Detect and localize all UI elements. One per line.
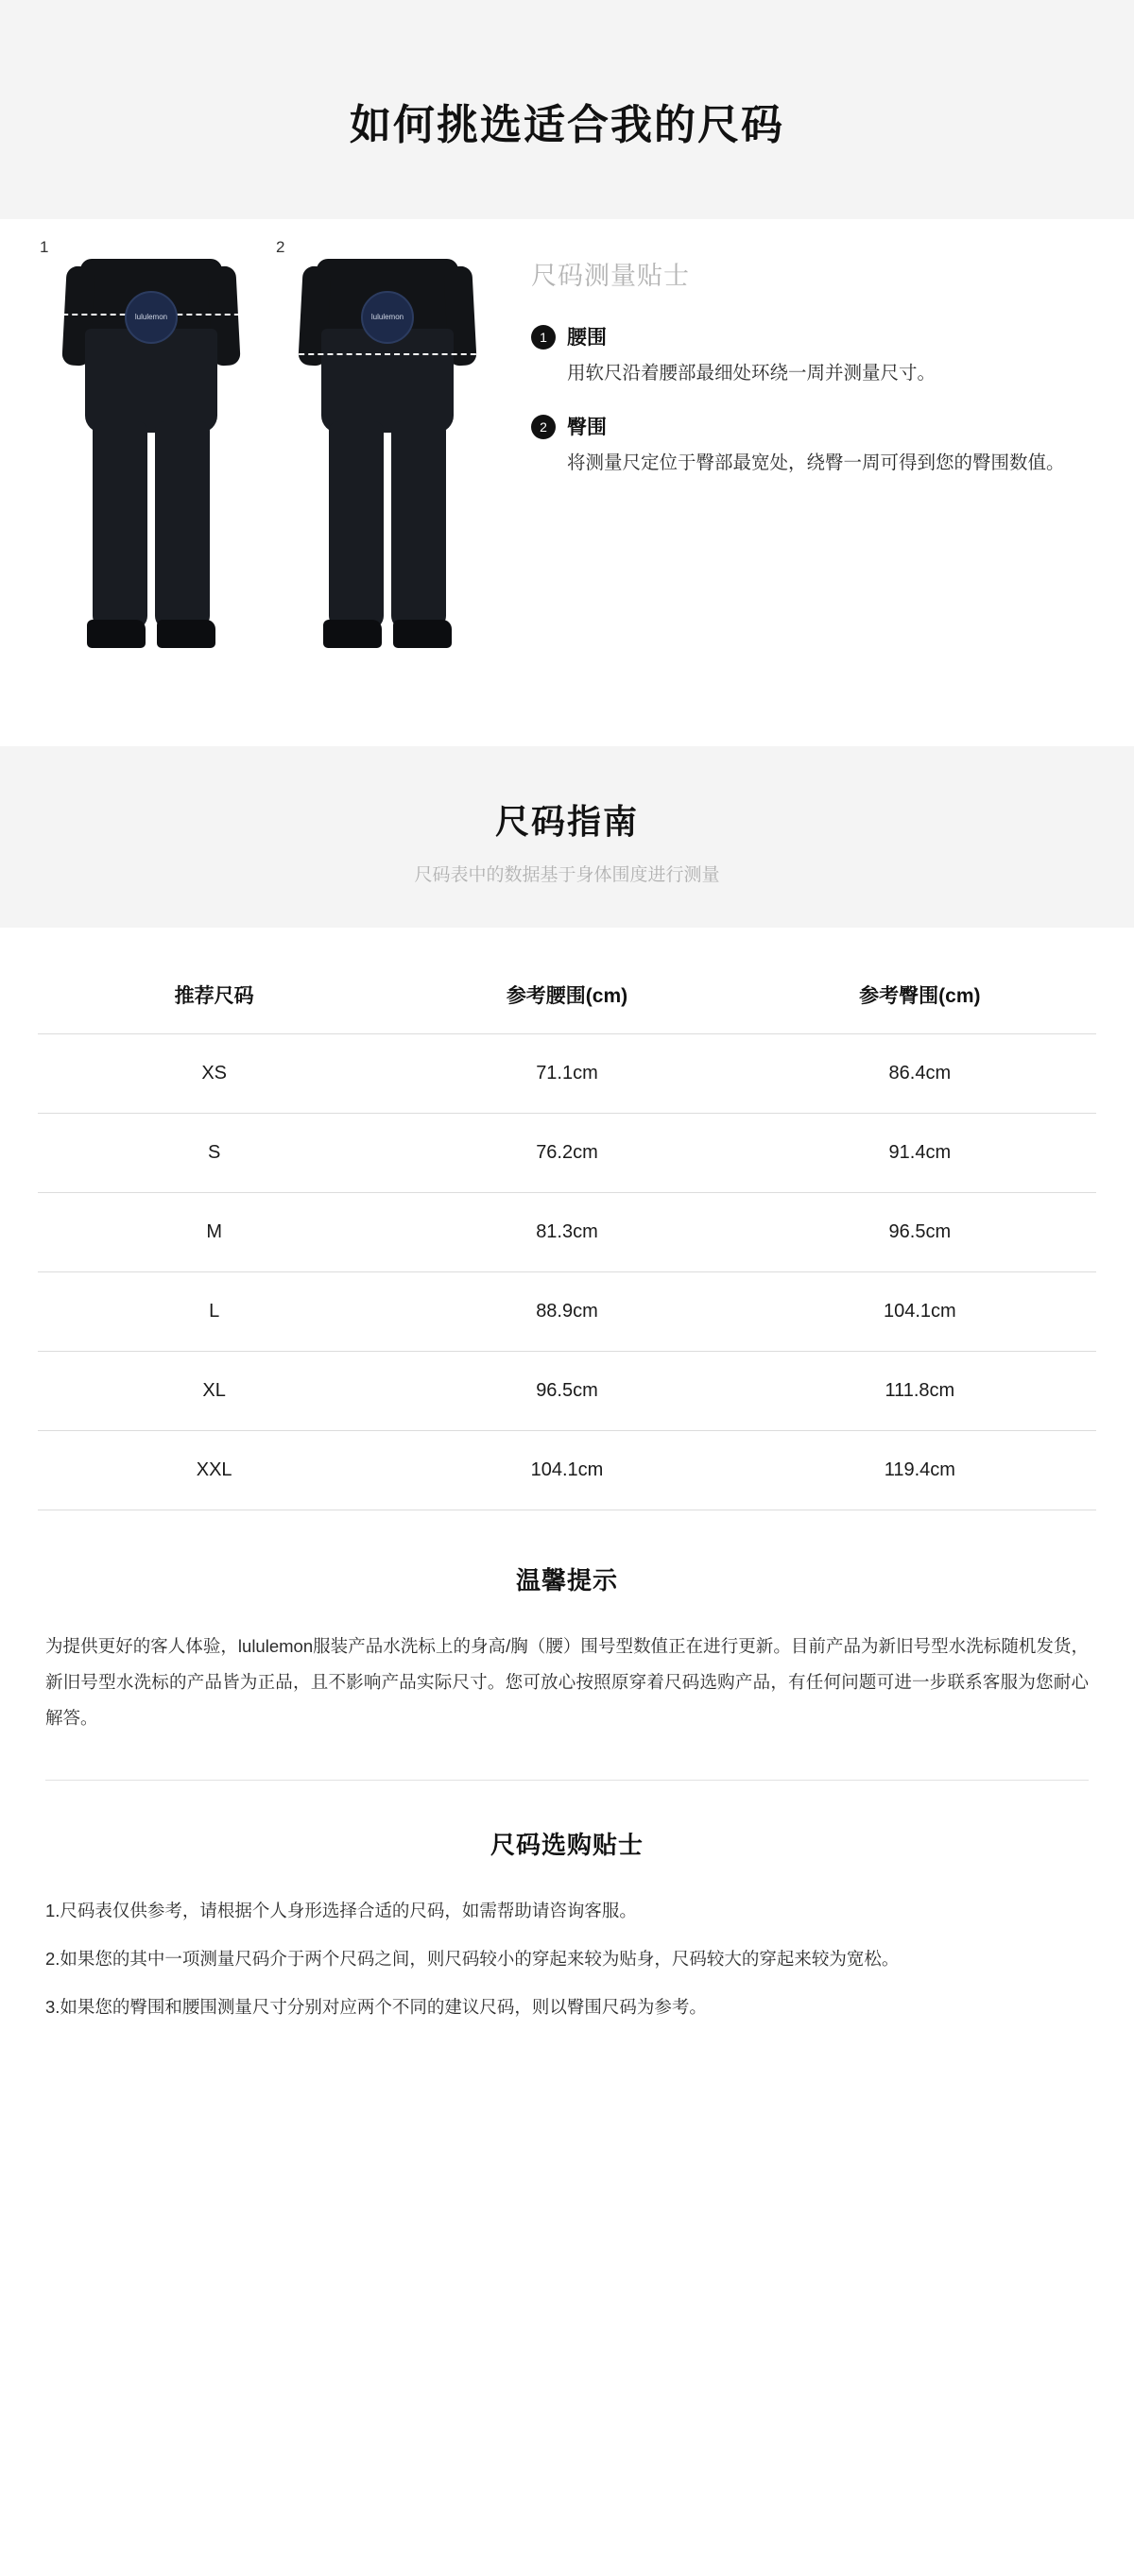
table-row: [38, 1034, 1096, 1114]
buying-tip-item: 2.如果您的其中一项测量尺码介于两个尺码之间，则尺码较小的穿起来较为贴身，尺码较大的穿起来较为宽松。: [45, 1948, 900, 1969]
cell-size: L: [38, 1272, 390, 1352]
tip-label-waist: 腰围: [567, 327, 607, 349]
cell-size: M: [38, 1193, 390, 1272]
size-table: [38, 964, 1096, 1510]
brand-logo-icon: lululemon: [125, 291, 178, 344]
buying-tips-title: 尺码选购贴士: [490, 1830, 644, 1859]
shoe-right-shape: [157, 620, 215, 648]
table-row: [38, 1352, 1096, 1431]
size-table-wrapper: [0, 928, 1134, 1510]
cell-waist: 81.3cm: [390, 1193, 743, 1272]
size-table-head: [38, 964, 1096, 1034]
size-table-body: [38, 1034, 1096, 1510]
size-guide-title: 尺码指南: [494, 802, 639, 841]
cell-size: XL: [38, 1352, 390, 1431]
warm-notes-title: 温馨提示: [515, 1566, 618, 1595]
table-header-row: [38, 964, 1096, 1034]
measurement-tips-heading: 尺码测量贴士: [531, 262, 690, 290]
tip-badge-1: 1: [531, 325, 556, 350]
cell-hip: 91.4cm: [744, 1114, 1096, 1193]
cell-hip: 86.4cm: [744, 1034, 1096, 1114]
tip-text-hip: [567, 412, 1065, 477]
cell-waist: 104.1cm: [390, 1431, 743, 1510]
figure-hip: [274, 238, 501, 690]
cell-waist: 71.1cm: [390, 1034, 743, 1114]
figure-number: 1: [40, 238, 49, 256]
figure-number: 2: [276, 238, 285, 256]
leg-left-shape: [329, 421, 384, 629]
shoe-right-shape: [393, 620, 452, 648]
measurement-tips-text: [510, 246, 1096, 502]
cell-hip: 111.8cm: [744, 1352, 1096, 1431]
model-illustration-waist: [38, 259, 265, 684]
hips-shape: [321, 329, 454, 433]
size-guide-banner: [0, 746, 1134, 928]
tip-badge-2: 2: [531, 415, 556, 439]
table-row: [38, 1272, 1096, 1352]
column-header-waist: 参考腰围(cm): [506, 985, 628, 1007]
table-row: [38, 1193, 1096, 1272]
hip-measure-line-icon: [280, 353, 495, 355]
cell-hip: 119.4cm: [744, 1431, 1096, 1510]
page-title: 如何挑选适合我的尺码: [350, 102, 784, 148]
tip-label-hip: 臀围: [567, 417, 607, 439]
figure-waist: [38, 238, 265, 690]
warm-notes-section: [0, 1510, 1134, 1736]
model-illustration-hip: [274, 259, 501, 684]
tip-desc-waist: 用软尺沿着腰部最细处环绕一周并测量尺寸。: [567, 363, 936, 384]
hero-banner: [0, 0, 1134, 219]
cell-size: XS: [38, 1034, 390, 1114]
column-header-hip: 参考臀围(cm): [859, 985, 981, 1007]
cell-waist: 88.9cm: [390, 1272, 743, 1352]
tip-text-waist: [567, 322, 936, 387]
buying-tips-section: [0, 1781, 1134, 2104]
cell-hip: 96.5cm: [744, 1193, 1096, 1272]
cell-waist: 76.2cm: [390, 1114, 743, 1193]
cell-size: XXL: [38, 1431, 390, 1510]
size-guide-subtitle: 尺码表中的数据基于身体围度进行测量: [414, 865, 720, 885]
tip-item-waist: [531, 322, 1096, 387]
warm-notes-paragraph: 为提供更好的客人体验，lululemon服装产品水洗标上的身高/胸（腰）围号型数值正在进行更新。目前产品为新旧号型水洗标随机发货，新旧号型水洗标的产品皆为正品，且不影响产品实际尺寸。您可放心按照原穿着尺码选购产品，有任何问题可进一步联系客服为您耐心解答。: [45, 1636, 1089, 1728]
measurement-tips-section: [0, 219, 1134, 746]
leg-left-shape: [93, 421, 147, 629]
shoe-left-shape: [323, 620, 382, 648]
buying-tip-item: 3.如果您的臀围和腰围测量尺寸分别对应两个不同的建议尺码，则以臀围尺码为参考。: [45, 1996, 707, 2017]
tip-item-hip: [531, 412, 1096, 477]
cell-waist: 96.5cm: [390, 1352, 743, 1431]
tip-desc-hip: 将测量尺定位于臀部最宽处，绕臀一周可得到您的臀围数值。: [567, 452, 1065, 474]
leg-right-shape: [391, 421, 446, 629]
figure-gallery: [38, 238, 510, 690]
cell-size: S: [38, 1114, 390, 1193]
cell-hip: 104.1cm: [744, 1272, 1096, 1352]
table-row: [38, 1114, 1096, 1193]
buying-tip-item: 1.尺码表仅供参考，请根据个人身形选择合适的尺码，如需帮助请咨询客服。: [45, 1900, 637, 1920]
table-row: [38, 1431, 1096, 1510]
column-header-size: 推荐尺码: [174, 985, 254, 1007]
brand-logo-icon: lululemon: [361, 291, 414, 344]
hips-shape: [85, 329, 217, 433]
leg-right-shape: [155, 421, 210, 629]
shoe-left-shape: [87, 620, 146, 648]
